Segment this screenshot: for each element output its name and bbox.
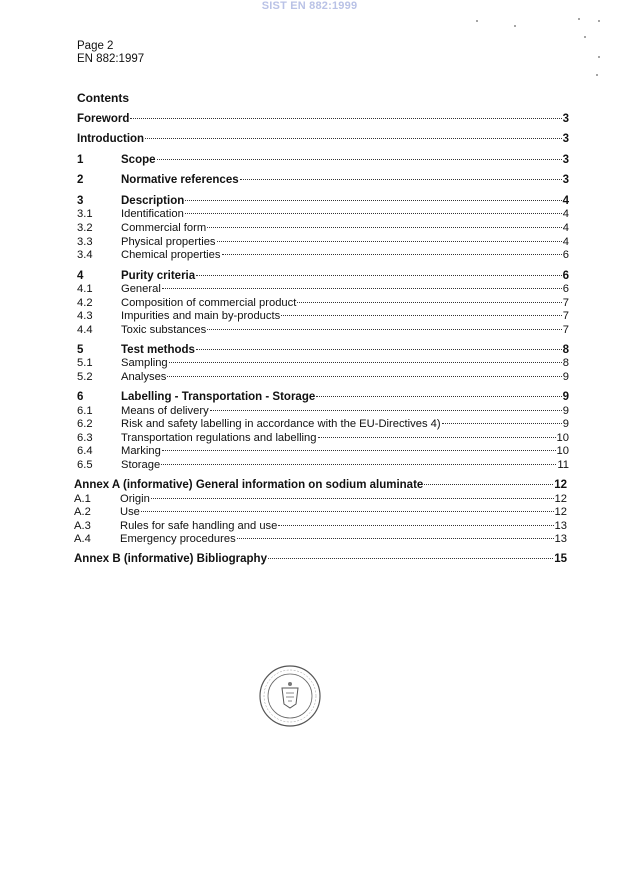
toc-entry-title: Annex B (informative) Bibliography: [74, 553, 267, 565]
toc-entry-page: 3: [562, 113, 569, 125]
toc-entry-page: 7: [562, 310, 569, 322]
toc-entry[interactable]: [77, 404, 569, 418]
toc-entry-number: 4.4: [77, 324, 93, 336]
toc-entry-title: Risk and safety labelling in accordance with the EU-Directives 4): [121, 418, 441, 430]
toc-entry-page: 12: [554, 506, 567, 518]
toc-entry[interactable]: [77, 323, 569, 337]
toc-entry[interactable]: [77, 153, 569, 167]
scan-speck: [578, 18, 580, 20]
toc-entry-number: 3.4: [77, 249, 93, 261]
toc-entry-title: Impurities and main by-products: [121, 310, 281, 322]
toc-entry[interactable]: [74, 492, 567, 506]
official-seal-icon: [258, 664, 322, 728]
toc-entry[interactable]: [77, 296, 569, 310]
toc-leader-dots: [161, 464, 556, 465]
toc-entry-page: 4: [562, 195, 569, 207]
toc-entry[interactable]: [77, 248, 569, 262]
toc-entry-title: Identification: [121, 208, 184, 220]
toc-entry-number: 6.5: [77, 459, 93, 471]
toc-entry-number: 4.2: [77, 297, 93, 309]
toc-leader-dots: [268, 558, 553, 559]
toc-entry-number: 4.3: [77, 310, 93, 322]
toc-leader-dots: [162, 450, 556, 451]
toc-leader-dots: [196, 275, 561, 276]
toc-leader-dots: [130, 118, 561, 119]
toc-entry-page: 7: [562, 297, 569, 309]
toc-leader-dots: [222, 254, 562, 255]
toc-entry[interactable]: [77, 417, 569, 431]
toc-leader-dots: [141, 511, 554, 512]
toc-entry-title: Scope: [121, 154, 156, 166]
toc-entry-page: 11: [557, 459, 569, 471]
toc-entry-page: 8: [562, 357, 569, 369]
contents-title: Contents: [77, 91, 129, 105]
toc-entry-title: Introduction: [77, 133, 145, 145]
standard-id: EN 882:1997: [77, 53, 145, 65]
toc-entry-title: Commercial form: [121, 222, 207, 234]
toc-leader-dots: [424, 484, 553, 485]
toc-entry-page: 6: [562, 249, 569, 261]
toc-leader-dots: [318, 437, 556, 438]
toc-leader-dots: [281, 315, 562, 316]
toc-entry[interactable]: [74, 552, 567, 566]
toc-entry[interactable]: [77, 356, 569, 370]
toc-entry-title: Composition of commercial product: [121, 297, 297, 309]
toc-leader-dots: [167, 376, 561, 377]
toc-entry-number: A.4: [74, 533, 91, 545]
scan-speck: [584, 36, 586, 38]
toc-leader-dots: [217, 241, 562, 242]
toc-entry-number: 6.3: [77, 432, 93, 444]
toc-entry[interactable]: [77, 370, 569, 384]
scan-speck: [514, 25, 516, 27]
scan-speck: [476, 20, 478, 22]
toc-entry-page: 9: [562, 418, 569, 430]
toc-entry[interactable]: [77, 282, 569, 296]
scan-speck: [598, 20, 600, 22]
toc-leader-dots: [145, 138, 562, 139]
toc-entry-page: 6: [562, 270, 569, 282]
toc-leader-dots: [316, 396, 561, 397]
toc-entry-page: 3: [562, 133, 569, 145]
toc-entry[interactable]: [77, 221, 569, 235]
toc-leader-dots: [169, 362, 562, 363]
toc-entry-title: Use: [120, 506, 140, 518]
toc-leader-dots: [207, 227, 562, 228]
toc-entry-page: 4: [562, 208, 569, 220]
toc-entry-number: A.2: [74, 506, 91, 518]
toc-entry-number: 3.1: [77, 208, 93, 220]
toc-entry-page: 9: [562, 371, 569, 383]
toc-entry[interactable]: [74, 505, 567, 519]
toc-entry-number: 6.4: [77, 445, 93, 457]
toc-entry[interactable]: [77, 390, 569, 404]
toc-leader-dots: [207, 329, 562, 330]
toc-entry[interactable]: [77, 309, 569, 323]
toc-entry-page: 15: [554, 553, 567, 565]
toc-entry[interactable]: [77, 173, 569, 187]
toc-entry[interactable]: [77, 235, 569, 249]
toc-entry-number: 5.1: [77, 357, 93, 369]
toc-entry-title: Marking: [121, 445, 161, 457]
toc-entry-number: 5.2: [77, 371, 93, 383]
toc-entry-title: Test methods: [121, 344, 195, 356]
toc-entry[interactable]: [77, 207, 569, 221]
toc-entry-title: Toxic substances: [121, 324, 207, 336]
toc-leader-dots: [210, 410, 562, 411]
toc-entry-title: Means of delivery: [121, 405, 209, 417]
toc-entry-title: Annex A (informative) General information on sodium aluminate: [74, 479, 424, 491]
toc-entry-page: 10: [556, 445, 569, 457]
scan-speck: [596, 74, 598, 76]
toc-entry[interactable]: [77, 132, 569, 146]
toc-entry-title: Physical properties: [121, 236, 216, 248]
toc-entry[interactable]: [77, 444, 569, 458]
toc-entry-number: 3.3: [77, 236, 93, 248]
toc-entry-number: 6.2: [77, 418, 93, 430]
toc-entry-title: Transportation regulations and labelling: [121, 432, 317, 444]
toc-entry-title: Storage: [121, 459, 161, 471]
toc-leader-dots: [162, 288, 562, 289]
toc-entry-number: 5: [77, 344, 84, 356]
toc-entry-number: 4: [77, 270, 84, 282]
page-number: Page 2: [77, 40, 114, 52]
toc-entry-page: 12: [554, 493, 567, 505]
toc-entry-page: 9: [562, 391, 569, 403]
toc-leader-dots: [297, 302, 561, 303]
toc-entry-page: 13: [554, 533, 567, 545]
toc-entry[interactable]: [74, 478, 567, 492]
toc-entry-page: 9: [562, 405, 569, 417]
toc-entry-number: 1: [77, 154, 84, 166]
toc-entry[interactable]: [74, 532, 567, 546]
toc-entry-number: 6.1: [77, 405, 93, 417]
toc-entry-number: 6: [77, 391, 84, 403]
toc-entry-title: Origin: [120, 493, 150, 505]
toc-entry-number: A.3: [74, 520, 91, 532]
toc-entry-title: Foreword: [77, 113, 130, 125]
toc-entry-page: 6: [562, 283, 569, 295]
toc-entry-page: 13: [554, 520, 567, 532]
toc-leader-dots: [185, 200, 561, 201]
toc-entry-title: Emergency procedures: [120, 533, 236, 545]
toc-leader-dots: [157, 159, 562, 160]
toc-leader-dots: [240, 179, 562, 180]
toc-leader-dots: [185, 213, 562, 214]
toc-leader-dots: [237, 538, 554, 539]
toc-entry-number: 3: [77, 195, 84, 207]
toc-entry-page: 4: [562, 222, 569, 234]
toc-entry-title: Normative references: [121, 174, 239, 186]
toc-entry-title: Labelling - Transportation - Storage: [121, 391, 316, 403]
toc-entry-page: 12: [554, 479, 567, 491]
toc-entry-page: 7: [562, 324, 569, 336]
toc-entry[interactable]: [74, 519, 567, 533]
toc-entry[interactable]: [77, 343, 569, 357]
toc-entry-title: Purity criteria: [121, 270, 196, 282]
toc-entry-page: 3: [562, 174, 569, 186]
toc-leader-dots: [151, 498, 554, 499]
toc-entry-number: 4.1: [77, 283, 93, 295]
toc-leader-dots: [196, 349, 562, 350]
toc-leader-dots: [442, 423, 562, 424]
watermark: SIST EN 882:1999: [261, 0, 358, 12]
toc-entry[interactable]: [77, 112, 569, 126]
toc-entry-title: General: [121, 283, 161, 295]
toc-entry-page: 10: [556, 432, 569, 444]
toc-entry-number: 2: [77, 174, 84, 186]
toc-entry-page: 3: [562, 154, 569, 166]
toc-entry[interactable]: [77, 431, 569, 445]
toc-entry[interactable]: [77, 194, 569, 208]
toc-entry-page: 4: [562, 236, 569, 248]
toc-entry[interactable]: [77, 458, 569, 472]
toc-leader-dots: [278, 525, 553, 526]
toc-entry-title: Sampling: [121, 357, 168, 369]
toc-entry-title: Description: [121, 195, 185, 207]
toc-entry-page: 8: [562, 344, 569, 356]
toc-entry-number: 3.2: [77, 222, 93, 234]
toc-entry-title: Chemical properties: [121, 249, 221, 261]
toc-entry-title: Analyses: [121, 371, 167, 383]
toc-entry-number: A.1: [74, 493, 91, 505]
toc-entry[interactable]: [77, 269, 569, 283]
toc-entry-title: Rules for safe handling and use: [120, 520, 278, 532]
scan-speck: [598, 56, 600, 58]
